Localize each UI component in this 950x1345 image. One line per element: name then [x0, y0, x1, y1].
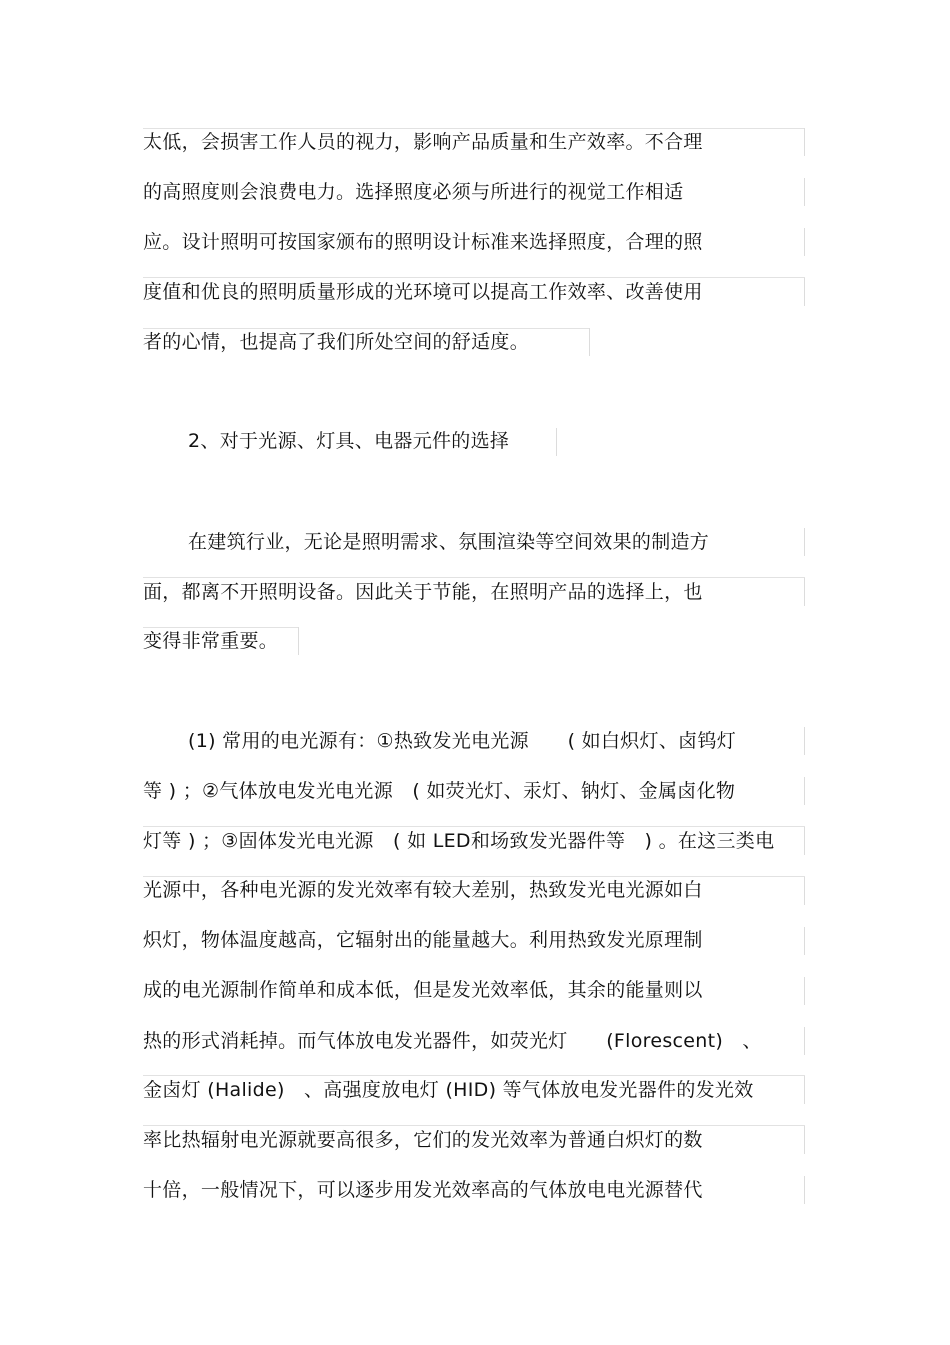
paragraph-3-line-6: 成的电光源制作简单和成本低，但是发光效率低，其余的能量则以 [143, 979, 703, 1001]
paragraph-3-line-9: 率比热辐射电光源就要高很多，它们的发光效率为普通白炽灯的数 [143, 1129, 703, 1151]
paragraph-2-line-3: 变得非常重要。 [143, 630, 279, 652]
scan-artifact-rule [804, 977, 805, 1005]
scan-artifact-rule [804, 278, 805, 306]
paragraph-1-line-5: 者的心情，也提高了我们所处空间的舒适度。 [143, 331, 530, 353]
scan-artifact-rule [804, 528, 805, 556]
scan-artifact-rule [804, 1126, 805, 1154]
scan-artifact-rule [143, 128, 805, 129]
scan-artifact-rule [143, 277, 805, 278]
scan-artifact-rule [804, 578, 805, 606]
paragraph-2-line-2: 面，都离不开照明设备。因此关于节能，在照明产品的选择上，也 [143, 581, 703, 603]
scan-artifact-rule [143, 876, 805, 877]
scan-artifact-rule [143, 577, 805, 578]
scan-artifact-rule [804, 777, 805, 805]
scan-artifact-rule [589, 328, 590, 356]
paragraph-2-line-1: 在建筑行业，无论是照明需求、氛围渲染等空间效果的制造方 [188, 531, 710, 553]
paragraph-3-line-7: 热的形式消耗掉。而气体放电发光器件，如荧光灯 (Florescent) 、 [143, 1030, 762, 1052]
scan-artifact-rule [804, 178, 805, 206]
scan-artifact-rule [804, 927, 805, 955]
scan-artifact-rule [804, 1076, 805, 1104]
scan-artifact-rule [804, 1027, 805, 1055]
paragraph-3-line-10: 十倍，一般情况下，可以逐步用发光效率高的气体放电电光源替代 [143, 1179, 703, 1201]
scan-artifact-rule [804, 1176, 805, 1204]
paragraph-3-line-3: 灯等 ) ；③固体发光电光源 ( 如 LED和场致发光器件等 ) 。在这三类电 [143, 830, 775, 852]
scan-artifact-rule [143, 1125, 805, 1126]
section-heading: 2、对于光源、灯具、电器元件的选择 [188, 430, 510, 452]
scan-artifact-rule [143, 1075, 805, 1076]
scan-artifact-rule [804, 128, 805, 156]
scan-artifact-rule [804, 877, 805, 905]
paragraph-3-line-2: 等 ) ；②气体放电发光电光源 ( 如荧光灯、汞灯、钠灯、金属卤化物 [143, 780, 736, 802]
scan-artifact-rule [804, 827, 805, 855]
scan-artifact-rule [143, 627, 299, 628]
scan-artifact-rule [143, 826, 805, 827]
paragraph-1-line-4: 度值和优良的照明质量形成的光环境可以提高工作效率、改善使用 [143, 281, 703, 303]
paragraph-3-line-5: 炽灯，物体温度越高，它辐射出的能量越大。利用热致发光原理制 [143, 929, 703, 951]
paragraph-3-line-8: 金卤灯 (Halide) 、高强度放电灯 (HID) 等气体放电发光器件的发光效 [143, 1079, 754, 1101]
scan-artifact-rule [143, 328, 590, 329]
paragraph-1-line-2: 的高照度则会浪费电力。选择照度必须与所进行的视觉工作相适 [143, 181, 684, 203]
paragraph-3-line-4: 光源中，各种电光源的发光效率有较大差别，热致发光电光源如白 [143, 879, 703, 901]
scan-artifact-rule [804, 228, 805, 256]
scan-artifact-rule [556, 428, 557, 456]
paragraph-1-line-3: 应。设计照明可按国家颁布的照明设计标准来选择照度，合理的照 [143, 231, 703, 253]
paragraph-3-line-1: (1) 常用的电光源有：①热致发光电光源 ( 如白炽灯、卤钨灯 [188, 730, 737, 752]
scan-artifact-rule [804, 727, 805, 755]
scan-artifact-rule [298, 627, 299, 655]
paragraph-1-line-1: 太低，会损害工作人员的视力，影响产品质量和生产效率。不合理 [143, 131, 703, 153]
